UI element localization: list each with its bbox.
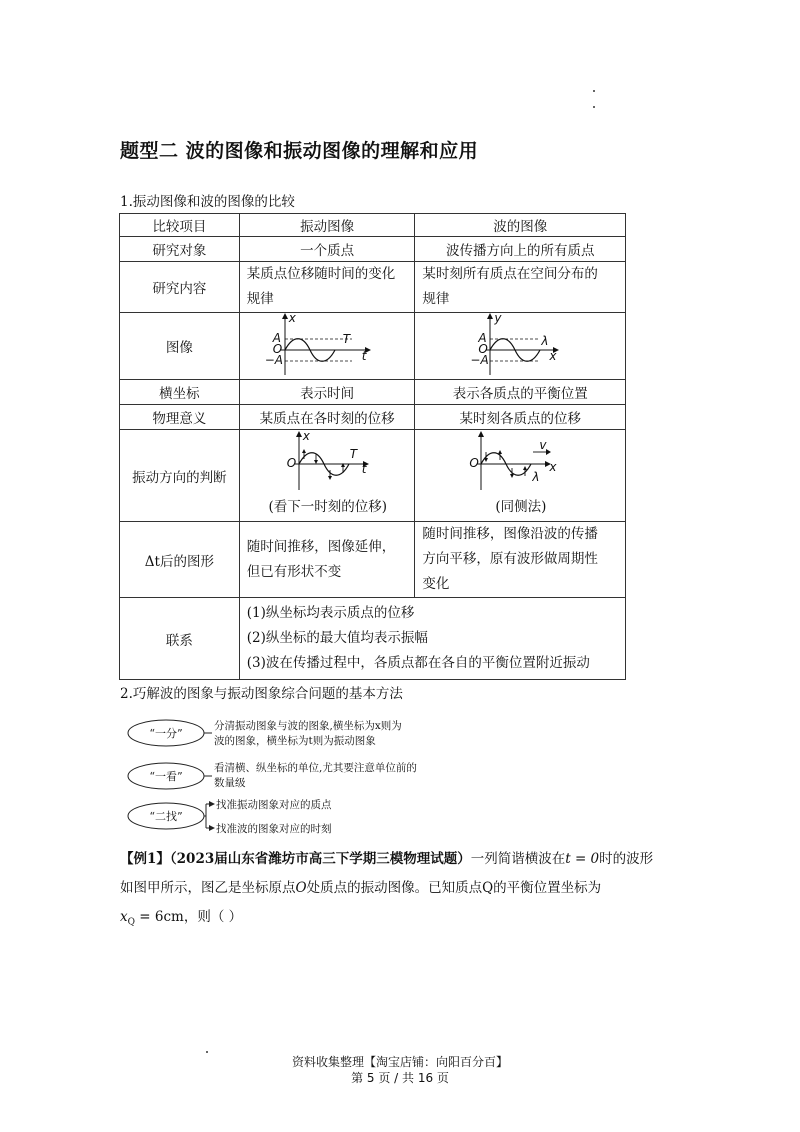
- table-row: [120, 430, 626, 522]
- axis-label-x: x: [302, 429, 310, 443]
- wave-cell: [415, 262, 626, 313]
- row-label: 图像: [120, 313, 240, 380]
- oval-label: “二找”: [149, 810, 183, 823]
- x-axis-arrow: [282, 313, 288, 319]
- vib-cell: [239, 262, 415, 313]
- wave-cell: 波传播方向上的所有质点: [415, 237, 626, 262]
- down-arrow-head: [510, 474, 514, 478]
- cell-line: 随时间推移，图像沿波的传播: [422, 526, 598, 542]
- link-cell: [239, 598, 625, 680]
- cell-line: 某质点位移随时间的变化: [246, 266, 396, 282]
- down-arrow-head: [314, 460, 318, 464]
- axis-label-x: x: [549, 460, 557, 474]
- axis-label-x: x: [288, 311, 296, 325]
- label-A: A: [478, 331, 487, 345]
- table-row: [120, 405, 626, 430]
- example-source: （2023届山东省潍坊市高三下学期三模物理试题）: [169, 851, 471, 867]
- row-label: 研究内容: [120, 262, 240, 313]
- link-item: (2)纵坐标的最大值均表示振幅: [246, 630, 428, 646]
- label-lambda: λ: [541, 334, 549, 348]
- label-O: O: [469, 456, 479, 470]
- header-cell: 波的图像: [415, 214, 626, 237]
- example-text: 的平衡位置坐标为: [493, 880, 602, 896]
- table-header-row: [120, 214, 626, 237]
- y-axis-arrow: [487, 313, 493, 319]
- label-negA: −A: [264, 353, 284, 367]
- table-row: [120, 598, 626, 680]
- header-cell: 比较项目: [120, 214, 240, 237]
- row-label: 物理意义: [120, 405, 240, 430]
- vib-direction-caption: (看下一时刻的位移): [268, 499, 388, 515]
- branch-arrow: [209, 825, 215, 831]
- up-arrow-head: [498, 450, 502, 454]
- axis-label-x: x: [549, 349, 557, 363]
- vib-cell: 一个质点: [239, 237, 415, 262]
- example-text: ，则（ ）: [183, 909, 243, 925]
- flow-text-2: [214, 761, 417, 791]
- scan-dot: [593, 106, 595, 108]
- wave-graph: [415, 313, 626, 379]
- label-v: v: [539, 438, 547, 452]
- math-t-equals-0: t = 0: [565, 851, 600, 867]
- cell-line: 随时间推移，图像延伸，: [246, 538, 396, 555]
- wave-cell: 表示各质点的平衡位置: [415, 380, 626, 405]
- flow-text-1: [214, 719, 402, 749]
- example-text: 一列简谐横波在: [470, 851, 566, 867]
- row-label: 横坐标: [120, 380, 240, 405]
- table-row: [120, 380, 626, 405]
- row-label: 振动方向的判断: [120, 430, 240, 522]
- math-O: O: [295, 880, 307, 896]
- header-cell: 振动图像: [239, 214, 415, 237]
- example-tag: 【例1】: [120, 851, 170, 867]
- cell-line: 某时刻所有质点在空间分布的: [422, 266, 598, 282]
- table-row: [120, 262, 626, 313]
- wave-cell: 某时刻各质点的位移: [415, 405, 626, 430]
- label-O: O: [478, 342, 488, 356]
- branch-arrow: [209, 801, 215, 807]
- oval-label: “一看”: [149, 770, 183, 783]
- label-O: O: [272, 342, 283, 356]
- table-row: [120, 237, 626, 262]
- vib-cell: [239, 522, 415, 598]
- example-line-1: [120, 845, 680, 874]
- page-number: 第 5 页 / 共 16 页: [351, 1071, 449, 1085]
- axis-label-y: y: [494, 311, 502, 325]
- row-label: 联系: [120, 598, 240, 680]
- math-value: = 6cm: [135, 909, 184, 925]
- math-subscript-Q: Q: [127, 917, 136, 928]
- label-T: T: [349, 447, 358, 461]
- footer-source: 资料收集整理【淘宝店铺：向阳百分百】: [291, 1055, 508, 1069]
- comparison-table: [119, 213, 626, 680]
- flow-line: 看清横、纵坐标的单位,尤其要注意单位前的: [214, 762, 417, 774]
- up-arrow-head: [302, 449, 306, 453]
- label-negA: −A: [470, 353, 489, 367]
- example-text: 如图甲所示，图乙是坐标原点: [120, 880, 296, 896]
- wave-direction-caption: (同侧法): [495, 499, 547, 515]
- table-row: [120, 313, 626, 380]
- link-item: (3)波在传播过程中，各质点都在各自的平衡位置附近振动: [246, 655, 590, 671]
- wave-cell: [415, 522, 626, 598]
- example-1: [120, 845, 680, 938]
- table-row: [120, 522, 626, 598]
- scan-dot: [593, 90, 595, 92]
- example-text: 处质点的振动图像。已知质点: [306, 880, 483, 896]
- flow-line: 找准振动图象对应的质点: [216, 799, 332, 811]
- velocity-arrow-head: [546, 449, 551, 455]
- flow-line: 波的图象，横坐标为t则为振动图象: [214, 735, 376, 747]
- vib-direction-cell: [239, 430, 415, 522]
- vib-cell: 某质点在各时刻的位移: [239, 405, 415, 430]
- subsection-2-title: 2.巧解波的图象与振动图象综合问题的基本方法: [120, 686, 403, 702]
- wave-direction-cell: [415, 430, 626, 522]
- example-line-2: [120, 874, 680, 903]
- vibration-graph: [240, 313, 416, 379]
- cell-line: 规律: [422, 291, 450, 307]
- math-Q: Q: [482, 880, 494, 896]
- up-arrow-head: [523, 466, 527, 470]
- label-lambda: λ: [532, 470, 540, 484]
- link-item: (1)纵坐标均表示质点的位移: [246, 605, 415, 621]
- vib-cell: 表示时间: [239, 380, 415, 405]
- subsection-1-title: 1.振动图像和波的图像的比较: [120, 194, 295, 210]
- section-title: 题型二 波的图像和振动图像的理解和应用: [120, 140, 479, 162]
- axis-label-t: t: [361, 462, 367, 476]
- label-O: O: [286, 456, 297, 470]
- vib-graph-cell: [239, 313, 415, 380]
- down-arrow-head: [484, 458, 488, 462]
- flow-line: 数量级: [214, 777, 246, 789]
- oval-label: “一分”: [149, 727, 183, 740]
- vibration-direction-graph: [240, 430, 416, 500]
- flow-line: 找准波的图象对应的时刻: [216, 823, 332, 835]
- cell-line: 方向平移，原有波形做周期性: [422, 551, 598, 567]
- label-A: A: [272, 331, 281, 345]
- label-T: T: [342, 332, 351, 346]
- flow-line: 分清振动图象与波的图象,横坐标为x则为: [214, 720, 402, 732]
- example-line-3: [120, 903, 680, 938]
- wave-direction-graph: [415, 430, 626, 500]
- y-axis-arrow: [478, 431, 484, 437]
- math-x: x: [120, 909, 128, 925]
- cell-line: 变化: [422, 576, 450, 592]
- row-label: 研究对象: [120, 237, 240, 262]
- row-label: Δt后的图形: [120, 522, 240, 598]
- down-arrow-head: [328, 476, 332, 480]
- cell-line: 规律: [246, 291, 274, 307]
- wave-graph-cell: [415, 313, 626, 380]
- example-text: 时的波形: [599, 851, 654, 867]
- axis-label-t: t: [361, 349, 367, 363]
- x-axis-arrow: [296, 431, 302, 437]
- cell-line: 但已有形状不变: [246, 563, 342, 580]
